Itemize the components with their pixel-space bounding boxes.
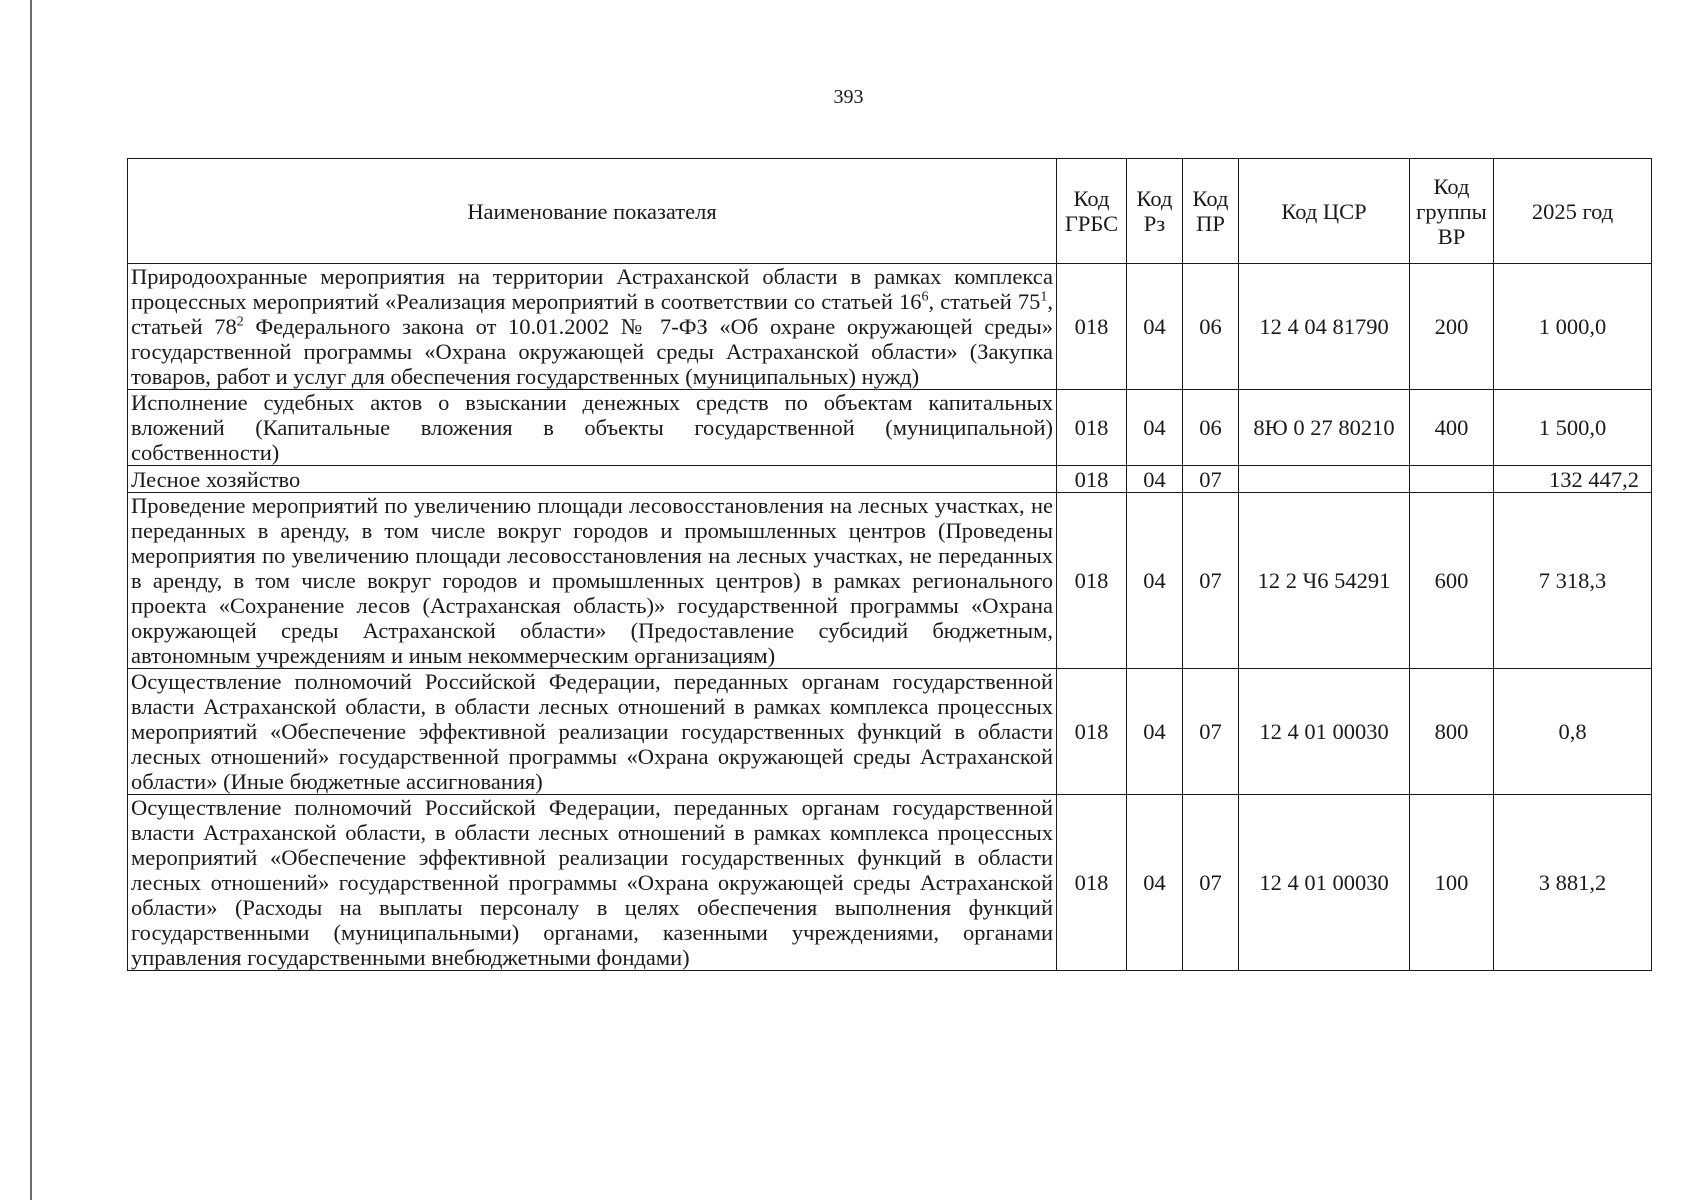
binding-margin-line: [30, 0, 32, 1200]
cell-csr: 12 4 01 00030: [1239, 795, 1410, 971]
cell-rz: 04: [1127, 493, 1183, 669]
cell-rz: 04: [1127, 390, 1183, 466]
cell-pr: 06: [1183, 264, 1239, 390]
superscript: 6: [921, 289, 929, 305]
header-csr: Код ЦСР: [1239, 159, 1410, 264]
cell-csr: 12 2 Ч6 54291: [1239, 493, 1410, 669]
header-year: 2025 год: [1494, 159, 1652, 264]
table-row: [128, 466, 1652, 493]
cell-grbs: 018: [1057, 264, 1127, 390]
superscript: 2: [236, 314, 244, 330]
cell-amount: 1 500,0: [1494, 390, 1652, 466]
table-row: [128, 264, 1652, 390]
header-pr: Код ПР: [1183, 159, 1239, 264]
table-header-row: [128, 159, 1652, 264]
row-description: Исполнение судебных актов о взыскании денежных средств по объектам капитальных вложений (Капитальные вложения в объекты государственной (муниципальной) собственности): [128, 390, 1057, 466]
superscript: 1: [1040, 289, 1048, 305]
cell-pr: 07: [1183, 795, 1239, 971]
cell-vr: 800: [1410, 669, 1494, 795]
cell-pr: 06: [1183, 390, 1239, 466]
cell-vr: 200: [1410, 264, 1494, 390]
cell-vr: [1410, 466, 1494, 493]
cell-pr: 07: [1183, 466, 1239, 493]
cell-vr: 600: [1410, 493, 1494, 669]
table-row: [128, 493, 1652, 669]
cell-amount: 3 881,2: [1494, 795, 1652, 971]
header-rz: Код Рз: [1127, 159, 1183, 264]
cell-grbs: 018: [1057, 493, 1127, 669]
cell-grbs: 018: [1057, 669, 1127, 795]
row-description: Осуществление полномочий Российской Федерации, переданных органам государственной власти Астраханской области, в области лесных отношений в рамках комплекса процессных мероприятий «Обеспечение эффективной реализации государственных функций в области лесных отношений» государственной программы «Охрана окружающей среды Астраханской области» (Расходы на выплаты персоналу в целях обеспечения выполнения функций государственными (муниципальными) органами, казенными учреждениями, органами управления государственными внебюджетными фондами): [128, 795, 1057, 971]
cell-grbs: 018: [1057, 466, 1127, 493]
page-number: 393: [833, 86, 864, 108]
desc-part: Федерального закона от 10.01.2002 № 7-ФЗ «Об охране окружающей среды» государственной программы «Охрана окружающей среды Астраханской области» (Закупка товаров, работ и услуг для обеспечения государственных (муниципальных) нужд): [131, 314, 1053, 389]
cell-csr: 12 4 01 00030: [1239, 669, 1410, 795]
cell-csr: [1239, 466, 1410, 493]
header-vr: Код группы ВР: [1410, 159, 1494, 264]
cell-amount: 0,8: [1494, 669, 1652, 795]
cell-amount: 132 447,2: [1494, 466, 1652, 493]
table-row: [128, 390, 1652, 466]
cell-vr: 100: [1410, 795, 1494, 971]
cell-grbs: 018: [1057, 390, 1127, 466]
table-row: [128, 669, 1652, 795]
desc-part: , статьей 75: [928, 289, 1041, 314]
table-row: [128, 795, 1652, 971]
cell-grbs: 018: [1057, 795, 1127, 971]
desc-part: , статьей 78: [131, 289, 1053, 339]
cell-rz: 04: [1127, 466, 1183, 493]
row-description: Проведение мероприятий по увеличению площади лесовосстановления на лесных участках, не переданных в аренду, в том числе вокруг городов и промышленных центров (Проведены мероприятия по увеличению площади лесовосстановления на лесных участках, не переданных в аренду, в том числе вокруг городов и промышленных центров) в рамках регионального проекта «Сохранение лесов (Астраханская область)» государственной программы «Охрана окружающей среды Астраханской области» (Предоставление субсидий бюджетным, автономным учреждениям и иным некоммерческим организациям): [128, 493, 1057, 669]
cell-rz: 04: [1127, 264, 1183, 390]
row-description: Осуществление полномочий Российской Федерации, переданных органам государственной власти Астраханской области, в области лесных отношений в рамках комплекса процессных мероприятий «Обеспечение эффективной реализации государственных функций в области лесных отношений» государственной программы «Охрана окружающей среды Астраханской области» (Иные бюджетные ассигнования): [128, 669, 1057, 795]
row-description: Лесное хозяйство: [128, 466, 1057, 493]
cell-rz: 04: [1127, 669, 1183, 795]
cell-amount: 7 318,3: [1494, 493, 1652, 669]
cell-pr: 07: [1183, 669, 1239, 795]
budget-table: [127, 158, 1652, 971]
cell-pr: 07: [1183, 493, 1239, 669]
header-grbs: Код ГРБС: [1057, 159, 1127, 264]
cell-csr: 12 4 04 81790: [1239, 264, 1410, 390]
cell-vr: 400: [1410, 390, 1494, 466]
cell-rz: 04: [1127, 795, 1183, 971]
row-description: [128, 264, 1057, 390]
desc-part: Природоохранные мероприятия на территории Астраханской области в рамках комплекса процессных мероприятий «Реализация мероприятий в соответствии со статьей 16: [131, 264, 1053, 314]
cell-amount: 1 000,0: [1494, 264, 1652, 390]
header-name: Наименование показателя: [128, 159, 1057, 264]
cell-csr: 8Ю 0 27 80210: [1239, 390, 1410, 466]
